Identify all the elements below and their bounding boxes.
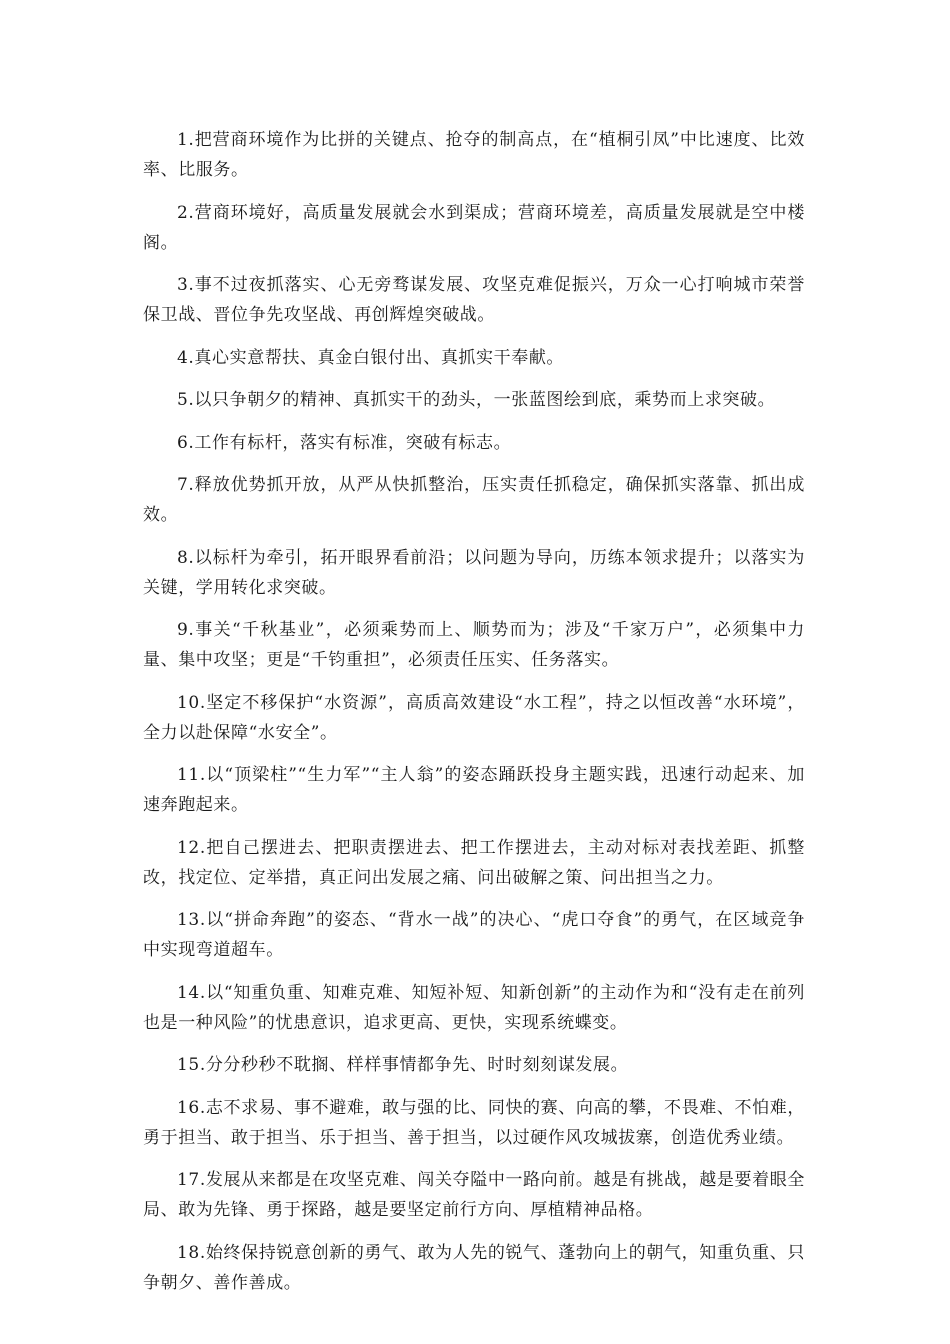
- paragraph-8: 8.以标杆为牵引，拓开眼界看前沿；以问题为导向，历练本领求提升；以落实为关键，学用转化求突破。: [143, 547, 805, 598]
- paragraph-11: 11.以“顶梁柱”“生力军”“主人翁”的姿态踊跃投身主题实践，迅速行动起来、加速奔跑起来。: [143, 765, 805, 815]
- paragraph-2: 2.营商环境好，高质量发展就会水到渠成；营商环境差，高质量发展就是空中楼阁。: [143, 202, 805, 253]
- paragraph-17: 17.发展从来都是在攻坚克难、闯关夺隘中一路向前。越是有挑战，越是要着眼全局、敢为先锋、勇于探路，越是要坚定前行方向、厚植精神品格。: [143, 1170, 805, 1220]
- paragraph-5: 5.以只争朝夕的精神、真抓实干的劲头，一张蓝图绘到底，乘势而上求突破。: [177, 390, 776, 410]
- paragraph-1: 1.把营商环境作为比拼的关键点、抢夺的制高点，在“植桐引凤”中比速度、比效率、比服务。: [143, 130, 805, 180]
- paragraph-13: 13.以“拼命奔跑”的姿态、“背水一战”的决心、“虎口夺食”的勇气，在区域竞争中实现弯道超车。: [143, 910, 805, 960]
- paragraph-7: 7.释放优势抓开放，从严从快抓整治，压实责任抓稳定，确保抓实落靠、抓出成效。: [143, 475, 805, 525]
- paragraph-18: 18.始终保持锐意创新的勇气、敢为人先的锐气、蓬勃向上的朝气，知重负重、只争朝夕、善作善成。: [143, 1242, 805, 1293]
- paragraph-12: 12.把自己摆进去、把职责摆进去、把工作摆进去，主动对标对表找差距、抓整改，找定位、定举措，真正问出发展之痛、问出破解之策、问出担当之力。: [143, 837, 805, 888]
- paragraph-6: 6.工作有标杆，落实有标准，突破有标志。: [177, 432, 512, 453]
- paragraph-9: 9.事关“千秋基业”，必须乘势而上、顺势而为；涉及“千家万户”，必须集中力量、集中攻坚；更是“千钧重担”，必须责任压实、任务落实。: [143, 620, 805, 670]
- paragraph-4: 4.真心实意帮扶、真金白银付出、真抓实干奉献。: [177, 347, 565, 368]
- paragraph-3: 3.事不过夜抓落实、心无旁骛谋发展、攻坚克难促振兴，万众一心打响城市荣誉保卫战、晋位争先攻坚战、再创辉煌突破战。: [143, 275, 805, 325]
- paragraph-16: 16.志不求易、事不避难，敢与强的比、同快的赛、向高的攀，不畏难、不怕难，勇于担当、敢于担当、乐于担当、善于担当，以过硬作风攻城拔寨，创造优秀业绩。: [143, 1097, 805, 1148]
- paragraph-14: 14.以“知重负重、知难克难、知短补短、知新创新”的主动作为和“没有走在前列也是一种风险”的忧患意识，追求更高、更快，实现系统蝶变。: [143, 982, 805, 1033]
- paragraph-10: 10.坚定不移保护“水资源”，高质高效建设“水工程”，持之以恒改善“水环境”，全力以赴保障“水安全”。: [143, 692, 805, 743]
- document-body: [143, 125, 805, 1310]
- paragraph-15: 15.分分秒秒不耽搁、样样事情都争先、时时刻刻谋发展。: [177, 1055, 629, 1075]
